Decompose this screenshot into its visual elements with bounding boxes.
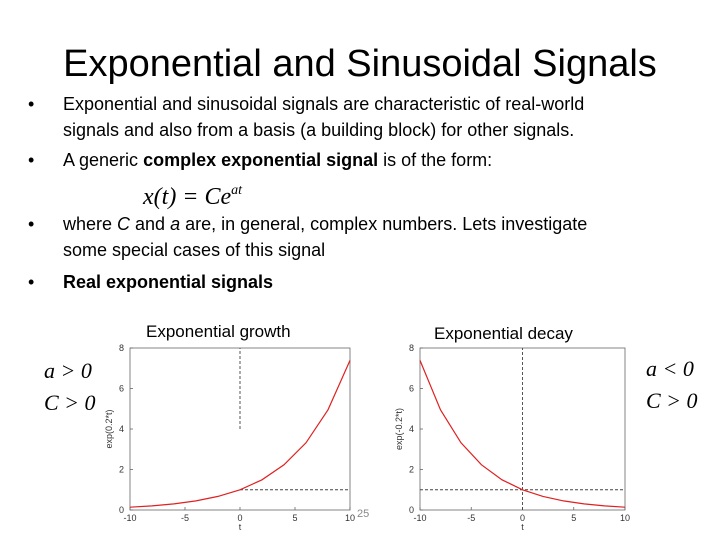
bullet-1-line-2: signals and also from a basis (a building block) for other signals. xyxy=(63,120,575,140)
bullet-2-post: is of the form: xyxy=(378,150,493,170)
page-number: 25 xyxy=(357,508,370,520)
bullet-3-rest: are, in general, complex numbers. Lets investigate xyxy=(180,214,588,234)
growth-ytick-label: 8 xyxy=(118,343,124,353)
bullet-3-C: C xyxy=(117,214,131,234)
growth-ytick-label: 2 xyxy=(118,464,124,475)
growth-plot xyxy=(105,340,355,535)
decay-xtick-label: -10 xyxy=(413,513,427,523)
growth-xtick-label: 5 xyxy=(292,513,298,523)
bullet-marker: • xyxy=(28,150,35,170)
bullet-3-line-1 xyxy=(63,212,587,236)
growth-condition-c: C > 0 xyxy=(44,390,96,415)
decay-condition-a: a < 0 xyxy=(646,356,694,381)
bullet-marker: • xyxy=(28,214,35,234)
bullet-2-text xyxy=(63,148,492,172)
bullet-2-bold: complex exponential signal xyxy=(143,150,379,170)
growth-ytick-label: 6 xyxy=(118,383,124,394)
growth-ytick-label: 0 xyxy=(118,505,124,515)
decay-xtick-label: 0 xyxy=(519,513,526,523)
decay-ytick-label: 2 xyxy=(408,464,414,475)
decay-xlabel: t xyxy=(521,522,524,532)
bullet-1-line-1: Exponential and sinusoidal signals are characteristic of real-world xyxy=(63,94,585,114)
bullet-3-line-2: some special cases of this signal xyxy=(63,240,326,260)
decay-ylabel: exp(-0.2*t) xyxy=(394,407,404,451)
decay-plot-title: Exponential decay xyxy=(434,324,573,343)
decay-ytick-label: 8 xyxy=(408,343,414,353)
growth-xtick-label: 0 xyxy=(237,513,243,523)
bullet-3-pre: where xyxy=(63,214,118,234)
decay-plot xyxy=(394,340,633,535)
growth-condition-a: a > 0 xyxy=(44,358,92,383)
complex-exponential-formula xyxy=(143,176,242,212)
growth-xtick-label: 10 xyxy=(344,513,356,523)
decay-xtick-label: -5 xyxy=(467,513,476,523)
decay-condition-c: C > 0 xyxy=(646,388,698,413)
growth-ylabel: exp(0.2*t) xyxy=(104,409,114,449)
growth-xtick-label: -5 xyxy=(180,513,190,523)
bullet-marker: • xyxy=(28,272,35,292)
bullet-3-a: a xyxy=(170,214,181,234)
bullet-4-bold: Real exponential signals xyxy=(63,272,274,292)
formula-lhs: x(t) = Ce xyxy=(143,184,232,210)
decay-xtick-label: 10 xyxy=(619,513,631,523)
growth-ytick-label: 4 xyxy=(118,424,124,434)
bullet-marker: • xyxy=(28,94,35,114)
decay-ytick-label: 4 xyxy=(408,424,414,434)
formula-exponent: at xyxy=(231,183,243,198)
growth-xlabel: t xyxy=(238,522,242,532)
bullet-2-pre: A generic xyxy=(63,150,144,170)
decay-ytick-label: 0 xyxy=(408,505,414,515)
decay-xtick-label: 5 xyxy=(571,513,577,523)
bullet-3-and: and xyxy=(130,214,171,234)
growth-xtick-label: -10 xyxy=(123,513,137,523)
slide-title: Exponential and Sinusoidal Signals xyxy=(63,43,657,85)
decay-ytick-label: 6 xyxy=(408,383,414,394)
growth-plot-title: Exponential growth xyxy=(146,322,291,341)
